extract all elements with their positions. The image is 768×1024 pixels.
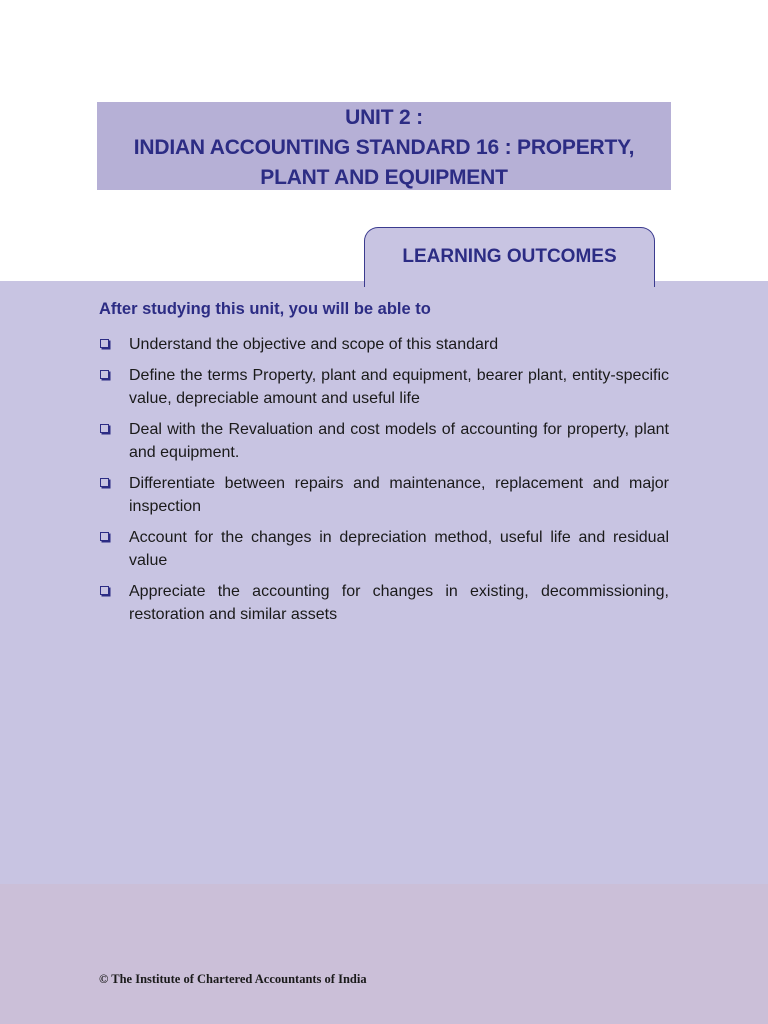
learning-outcomes-heading: LEARNING OUTCOMES [402,246,617,267]
outcome-text: Define the terms Property, plant and equipment, bearer plant, entity-specific value, depreciable amount and useful life [129,367,669,407]
outcomes-list [99,333,669,634]
checkbox-bullet-icon [100,339,109,348]
unit-title-line-1: INDIAN ACCOUNTING STANDARD 16 : PROPERTY, [133,136,635,159]
outcome-text: Understand the objective and scope of this standard [129,336,499,353]
outcome-text: Account for the changes in depreciation method, useful life and residual value [129,529,669,569]
outcome-text: Appreciate the accounting for changes in existing, decommissioning, restoration and similar assets [129,583,669,623]
outcomes-intro: After studying this unit, you will be able to [99,300,431,318]
copyright-footer: © The Institute of Chartered Accountants of India [99,972,367,986]
outcome-item [99,364,669,410]
outcome-text: Deal with the Revaluation and cost models of accounting for property, plant and equipment. [129,421,669,461]
checkbox-bullet-icon [100,424,109,433]
outcome-item [99,526,669,572]
checkbox-bullet-icon [100,586,109,595]
outcome-item [99,418,669,464]
learning-outcomes-tab [364,227,655,287]
unit-title-box [97,102,671,190]
unit-number: UNIT 2 : [345,106,423,129]
unit-title-line-2: PLANT AND EQUIPMENT [260,166,508,189]
outcome-item [99,333,669,356]
outcome-item [99,472,669,518]
checkbox-bullet-icon [100,370,109,379]
bottom-band [0,884,768,1024]
outcome-text: Differentiate between repairs and maintenance, replacement and major inspection [129,475,669,515]
outcome-item [99,580,669,626]
checkbox-bullet-icon [100,532,109,541]
checkbox-bullet-icon [100,478,109,487]
